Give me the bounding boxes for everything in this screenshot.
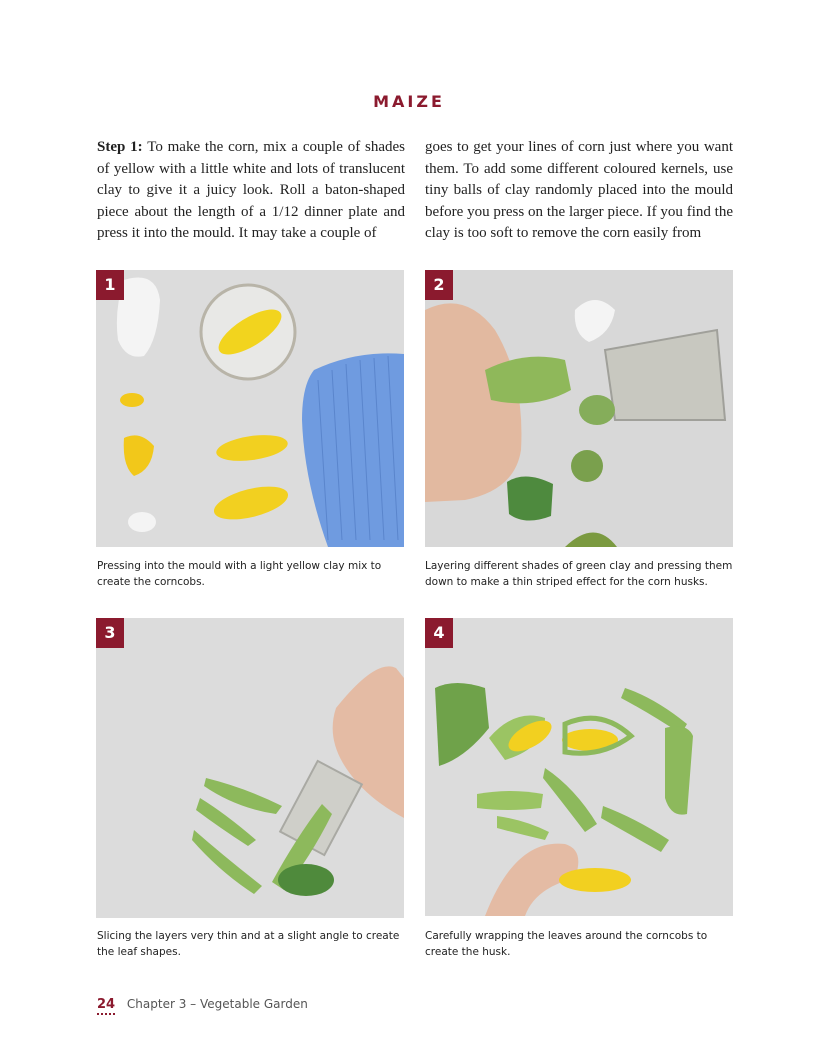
- photo-3-image: [96, 618, 404, 918]
- page-footer: [97, 997, 308, 1012]
- photo-panel-1: [96, 270, 404, 547]
- page-number: 24: [97, 997, 115, 1015]
- caption-4: Carefully wrapping the leaves around the corncobs to create the husk.: [425, 930, 708, 958]
- photo-panel-2: [425, 270, 733, 547]
- body-text-right: goes to get your lines of corn just where you want them. To add some different coloured kernels, use tiny balls of clay randomly placed into the mould before you press on the larger piece. If you find the clay is too soft to remove the corn easily from: [425, 139, 733, 242]
- body-text-left-content: To make the corn, mix a couple of shades of yellow with a little white and lots of translucent clay to give it a juicy look. Roll a baton-shaped piece about the length of a 1/12 dinner plate and press it into the mould. It may take a couple of: [97, 139, 405, 242]
- step-number-badge: 4: [425, 618, 453, 648]
- photo-1-image: [96, 270, 404, 547]
- step-label: Step 1:: [97, 139, 143, 155]
- step-number-badge: 1: [96, 270, 124, 300]
- caption-2: Layering different shades of green clay and pressing them down to make a thin striped effect for the corn husks.: [425, 560, 733, 588]
- caption-1: Pressing into the mould with a light yellow clay mix to create the corncobs.: [97, 560, 382, 588]
- body-text-left: [97, 137, 405, 245]
- photo-4-image: [425, 618, 733, 916]
- page-title: MAIZE: [373, 92, 445, 111]
- step-number-badge: 2: [425, 270, 453, 300]
- photo-2-image: [425, 270, 733, 547]
- photo-panel-3: [96, 618, 404, 918]
- caption-3: Slicing the layers very thin and at a slight angle to create the leaf shapes.: [97, 930, 400, 958]
- photo-panel-4: [425, 618, 733, 916]
- chapter-title: Chapter 3 – Vegetable Garden: [126, 997, 308, 1011]
- step-number-badge: 3: [96, 618, 124, 648]
